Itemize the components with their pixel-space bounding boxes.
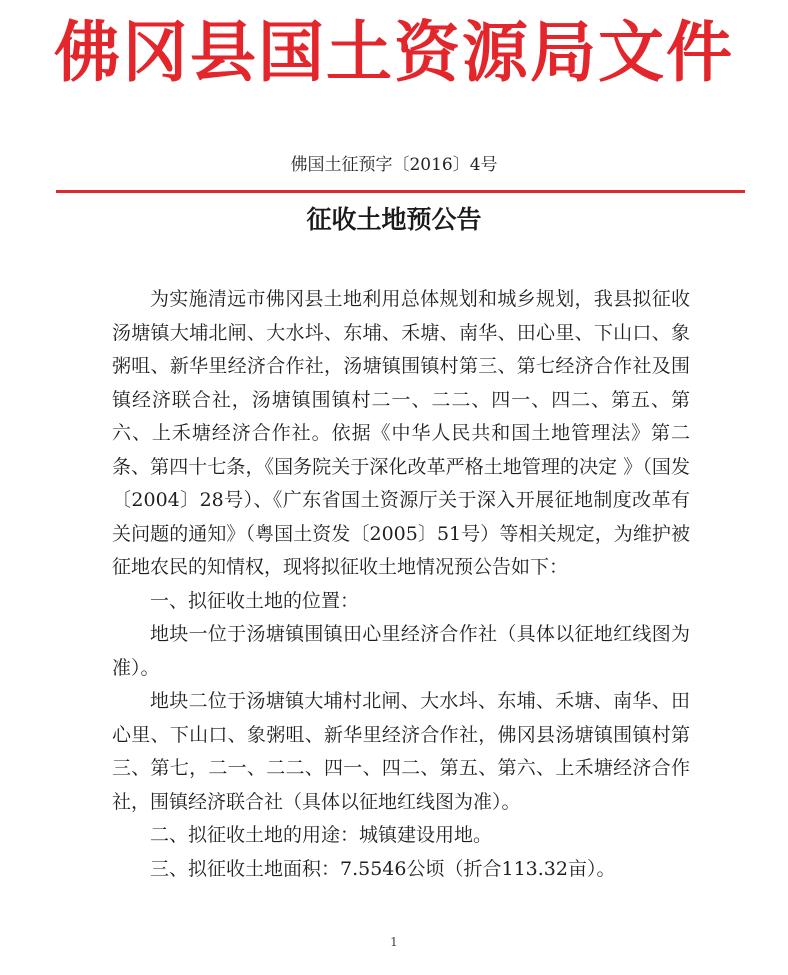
section-heading-usage: 二、拟征收土地的用途：城镇建设用地。 [150,824,493,846]
document-body [112,283,690,886]
section-heading-area: 三、拟征收土地面积：7.5546公顷（折合113.32亩）。 [150,857,616,880]
section-heading-location: 一、拟征收土地的位置： [150,589,360,612]
body-paragraph-plot-one: 地块一位于汤塘镇围镇田心里经济合作社（具体以征地红线图为准）。 [112,623,690,679]
body-paragraph-plot-two: 地块二位于汤塘镇大埔村北闸、大水㘰、东埔、禾塘、南华、田心里、下山口、象粥咀、新华里经济合作社，佛冈县汤塘镇围镇村第三、第七，二一、二二、四一、四二、第五、第六、上禾塘经济合作社，围镇经济联合社（具体以征地红线图为准）。 [112,690,690,813]
red-divider-line [56,190,745,193]
issuing-authority-header: 佛冈县国土资源局文件 [54,13,734,91]
document-title: 征收土地预公告 [306,205,482,234]
body-paragraph-intro: 为实施清远市佛冈县土地利用总体规划和城乡规划，我县拟征收汤塘镇大埔北闸、大水㘰、东埔、禾塘、南华、田心里、下山口、象粥咀、新华里经济合作社，汤塘镇围镇村第三、第七经济合作社及围镇经济联合社，汤塘镇围镇村二一、二二、四一、四二、第五、第六、上禾塘经济合作社。依据《中华人民共和国土地管理法》第二条、第四十七条，《国务院关于深化改革严格土地管理的决定 》（国发〔2004〕28号）、《广东省国土资源厅关于深入开展征地制度改革有关问题的通知》（粤国土资发〔2005〕51号）等相关规定，为维护被征地农民的知情权，现将拟征收土地情况预公告如下： [112,288,690,578]
page-number: 1 [390,935,398,949]
document-number: 佛国土征预字〔2016〕4号 [290,155,498,175]
